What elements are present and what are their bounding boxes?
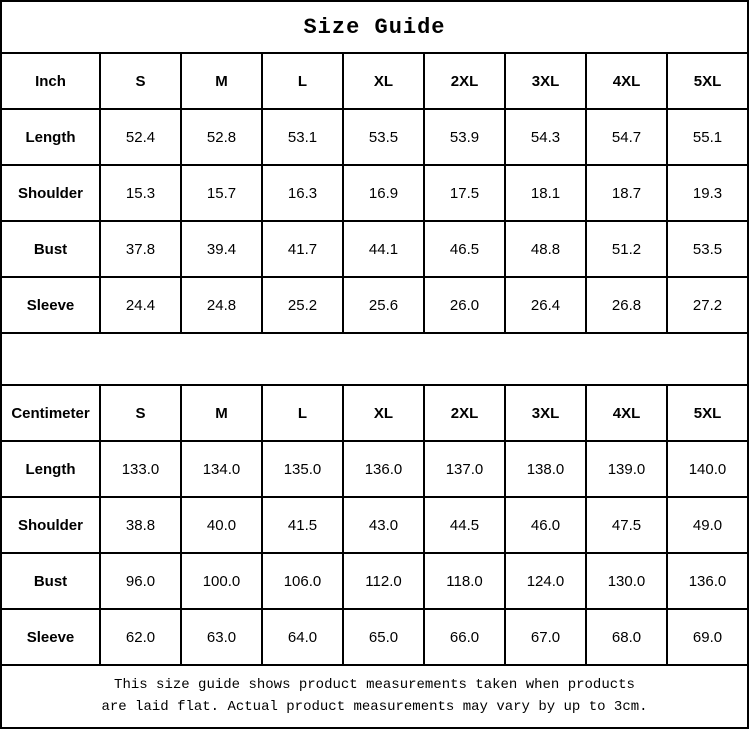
value-cell: 96.0 bbox=[101, 554, 180, 608]
value-cell: 55.1 bbox=[668, 110, 747, 164]
value-cell: 69.0 bbox=[668, 610, 747, 664]
value-cell: 62.0 bbox=[101, 610, 180, 664]
value-cell: 44.1 bbox=[344, 222, 423, 276]
size-header-cell: 3XL bbox=[506, 54, 585, 108]
value-cell: 68.0 bbox=[587, 610, 666, 664]
value-cell: 44.5 bbox=[425, 498, 504, 552]
value-cell: 140.0 bbox=[668, 442, 747, 496]
value-cell: 37.8 bbox=[101, 222, 180, 276]
value-cell: 26.8 bbox=[587, 278, 666, 332]
row-label-cell: Length bbox=[2, 442, 99, 496]
footer-note-line2: are laid flat. Actual product measurements may vary by up to 3cm. bbox=[101, 698, 648, 715]
size-header-cell: 3XL bbox=[506, 386, 585, 440]
unit-header-cell: Inch bbox=[2, 54, 99, 108]
value-cell: 18.7 bbox=[587, 166, 666, 220]
unit-header-cell: Centimeter bbox=[2, 386, 99, 440]
value-cell: 17.5 bbox=[425, 166, 504, 220]
value-cell: 41.5 bbox=[263, 498, 342, 552]
value-cell: 124.0 bbox=[506, 554, 585, 608]
row-label-cell: Sleeve bbox=[2, 610, 99, 664]
value-cell: 67.0 bbox=[506, 610, 585, 664]
table-spacer bbox=[2, 334, 747, 384]
value-cell: 138.0 bbox=[506, 442, 585, 496]
value-cell: 15.3 bbox=[101, 166, 180, 220]
value-cell: 136.0 bbox=[668, 554, 747, 608]
value-cell: 130.0 bbox=[587, 554, 666, 608]
value-cell: 40.0 bbox=[182, 498, 261, 552]
value-cell: 24.4 bbox=[101, 278, 180, 332]
value-cell: 100.0 bbox=[182, 554, 261, 608]
value-cell: 53.9 bbox=[425, 110, 504, 164]
value-cell: 16.3 bbox=[263, 166, 342, 220]
value-cell: 26.4 bbox=[506, 278, 585, 332]
value-cell: 64.0 bbox=[263, 610, 342, 664]
centimeter-table bbox=[2, 386, 747, 664]
value-cell: 48.8 bbox=[506, 222, 585, 276]
value-cell: 52.4 bbox=[101, 110, 180, 164]
row-label-cell: Sleeve bbox=[2, 278, 99, 332]
value-cell: 39.4 bbox=[182, 222, 261, 276]
size-header-cell: 5XL bbox=[668, 54, 747, 108]
size-header-cell: 2XL bbox=[425, 54, 504, 108]
value-cell: 54.3 bbox=[506, 110, 585, 164]
value-cell: 26.0 bbox=[425, 278, 504, 332]
value-cell: 65.0 bbox=[344, 610, 423, 664]
size-header-cell: XL bbox=[344, 386, 423, 440]
value-cell: 19.3 bbox=[668, 166, 747, 220]
value-cell: 25.6 bbox=[344, 278, 423, 332]
value-cell: 118.0 bbox=[425, 554, 504, 608]
value-cell: 51.2 bbox=[587, 222, 666, 276]
value-cell: 27.2 bbox=[668, 278, 747, 332]
row-label-cell: Bust bbox=[2, 222, 99, 276]
value-cell: 136.0 bbox=[344, 442, 423, 496]
value-cell: 112.0 bbox=[344, 554, 423, 608]
value-cell: 43.0 bbox=[344, 498, 423, 552]
value-cell: 49.0 bbox=[668, 498, 747, 552]
value-cell: 47.5 bbox=[587, 498, 666, 552]
value-cell: 133.0 bbox=[101, 442, 180, 496]
value-cell: 46.5 bbox=[425, 222, 504, 276]
size-header-cell: L bbox=[263, 54, 342, 108]
value-cell: 66.0 bbox=[425, 610, 504, 664]
value-cell: 18.1 bbox=[506, 166, 585, 220]
value-cell: 63.0 bbox=[182, 610, 261, 664]
size-header-cell: S bbox=[101, 54, 180, 108]
row-label-cell: Length bbox=[2, 110, 99, 164]
value-cell: 15.7 bbox=[182, 166, 261, 220]
value-cell: 139.0 bbox=[587, 442, 666, 496]
row-label-cell: Bust bbox=[2, 554, 99, 608]
size-header-cell: M bbox=[182, 54, 261, 108]
value-cell: 135.0 bbox=[263, 442, 342, 496]
value-cell: 41.7 bbox=[263, 222, 342, 276]
value-cell: 137.0 bbox=[425, 442, 504, 496]
value-cell: 24.8 bbox=[182, 278, 261, 332]
row-label-cell: Shoulder bbox=[2, 166, 99, 220]
row-label-cell: Shoulder bbox=[2, 498, 99, 552]
footer-note bbox=[2, 666, 747, 727]
value-cell: 53.1 bbox=[263, 110, 342, 164]
inch-table bbox=[2, 54, 747, 332]
size-header-cell: L bbox=[263, 386, 342, 440]
value-cell: 53.5 bbox=[344, 110, 423, 164]
size-header-cell: S bbox=[101, 386, 180, 440]
size-header-cell: 4XL bbox=[587, 386, 666, 440]
value-cell: 106.0 bbox=[263, 554, 342, 608]
value-cell: 46.0 bbox=[506, 498, 585, 552]
size-header-cell: 4XL bbox=[587, 54, 666, 108]
size-header-cell: M bbox=[182, 386, 261, 440]
value-cell: 54.7 bbox=[587, 110, 666, 164]
size-header-cell: 2XL bbox=[425, 386, 504, 440]
value-cell: 38.8 bbox=[101, 498, 180, 552]
size-header-cell: XL bbox=[344, 54, 423, 108]
page-title: Size Guide bbox=[2, 2, 747, 52]
value-cell: 52.8 bbox=[182, 110, 261, 164]
footer-note-line1: This size guide shows product measurements taken when products bbox=[114, 676, 635, 693]
value-cell: 53.5 bbox=[668, 222, 747, 276]
value-cell: 16.9 bbox=[344, 166, 423, 220]
size-header-cell: 5XL bbox=[668, 386, 747, 440]
value-cell: 25.2 bbox=[263, 278, 342, 332]
value-cell: 134.0 bbox=[182, 442, 261, 496]
